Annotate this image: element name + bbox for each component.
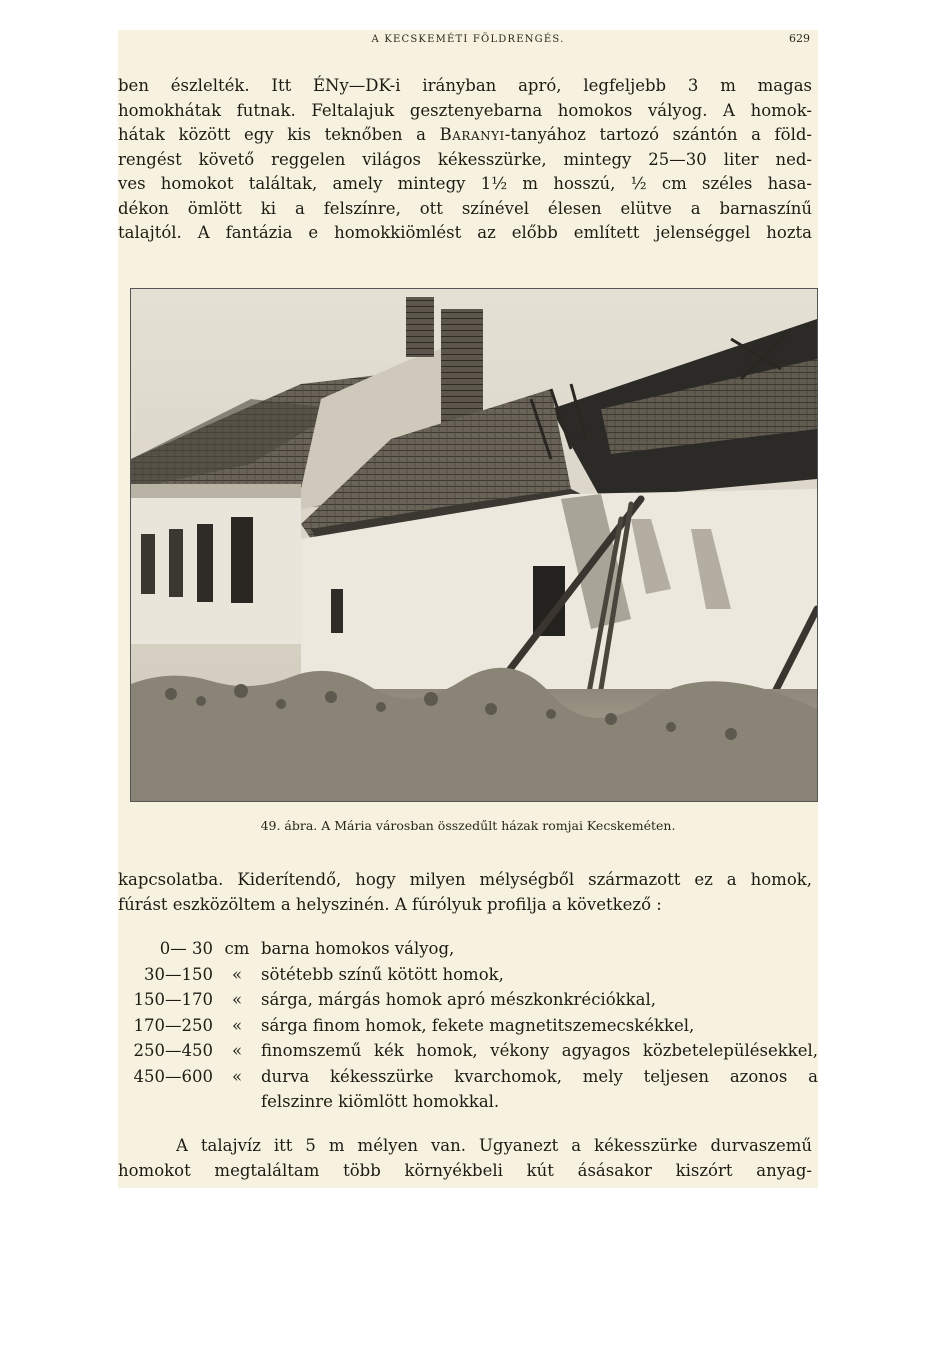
text-line: homokot megtaláltam több környékbeli kút ásásakor kiszórt anyag-: [118, 1160, 812, 1180]
figure-caption: 49. ábra. A Mária városban összedűlt házak romjai Kecskeméten.: [260, 818, 676, 833]
layer-description-continuation: felszinre kiömlött homokkal.: [261, 1092, 500, 1111]
text-line: talajtól. A fantázia e homokkiömlést az előbb említett jelenséggel hozta: [118, 223, 812, 242]
profile-row: [118, 962, 818, 988]
text-line: [118, 1134, 812, 1159]
depth-unit: cm: [224, 939, 250, 958]
text-line: kapcsolatba. Kiderítendő, hogy milyen mélységből származott ez a homok,: [118, 870, 812, 889]
text-fragment: -tanyához tartozó szántón a föld-: [504, 125, 813, 144]
layer-description: durva kékesszürke kvarchomok, mely teljesen azonos a: [261, 1066, 818, 1086]
depth-range: 30—150: [144, 964, 213, 984]
person-name: Baranyi: [439, 125, 505, 144]
depth-unit: «: [231, 1041, 243, 1060]
text-line: homokhátak futnak. Feltalajuk gesztenyebarna homokos vályog. A homok-: [118, 100, 812, 120]
paragraph-3: [118, 1134, 812, 1183]
layer-description: finomszemű kék homok, vékony agyagos közbetelepülésekkel,: [261, 1041, 818, 1060]
profile-row: [118, 1064, 818, 1090]
depth-unit: «: [231, 1066, 243, 1086]
profile-row: [118, 936, 818, 962]
profile-row: [118, 987, 818, 1013]
text-fragment: hátak között egy kis teknőben a: [118, 125, 440, 144]
depth-range: 150—170: [133, 990, 213, 1009]
profile-row: [118, 1013, 818, 1039]
running-head: A KECSKEMÉTI FÖLDRENGÉS.: [371, 34, 565, 45]
text-line: rengést követő reggelen világos kékesszürke, mintegy 25—30 liter ned-: [118, 149, 812, 169]
depth-range: 250—450: [133, 1041, 213, 1060]
text-line: fúrást eszközöltem a helyszinén. A fúrólyuk profilja a következő :: [118, 894, 662, 914]
text-fragment: A talajvíz itt 5 m mélyen van. Ugyanezt a kékesszürke durvaszemű: [176, 1136, 812, 1155]
profile-row: [118, 1038, 818, 1064]
depth-unit: «: [231, 964, 243, 984]
paragraph-2: [118, 868, 812, 917]
depth-range: 0— 30: [159, 939, 213, 958]
text-line: [118, 123, 812, 148]
photo-collapsed-houses: [130, 288, 818, 802]
text-line: ben észlelték. Itt ÉNy—DK-i irányban apró, legfeljebb 3 m magas: [118, 76, 812, 95]
borehole-profile: [118, 936, 818, 1115]
text-line: dékon ömlött ki a felszínre, ott színével élesen elütve a barnaszínű: [118, 198, 812, 218]
text-line: ves homokot találtak, amely mintegy 1½ m hosszú, ½ cm széles hasa-: [118, 174, 812, 193]
page-number: 629: [789, 32, 810, 45]
depth-unit: «: [231, 1015, 243, 1035]
depth-range: 450—600: [133, 1066, 213, 1086]
layer-description: sárga finom homok, fekete magnetitszemecskékkel,: [261, 1015, 695, 1035]
paragraph-1: [118, 74, 812, 246]
layer-description: sötétebb színű kötött homok,: [261, 964, 504, 984]
layer-description: barna homokos vályog,: [261, 939, 455, 958]
depth-range: 170—250: [133, 1015, 213, 1035]
book-page: [118, 30, 818, 1188]
layer-description: sárga, márgás homok apró mészkonkréciókkal,: [261, 990, 657, 1009]
photo-illustration: [131, 289, 817, 801]
depth-unit: «: [231, 990, 243, 1009]
